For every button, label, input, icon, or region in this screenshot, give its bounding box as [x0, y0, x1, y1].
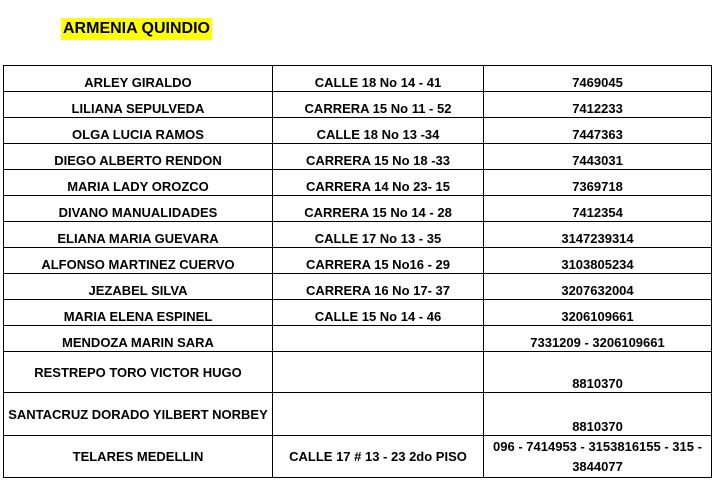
table-row [4, 352, 712, 393]
table-row [4, 92, 712, 118]
table-row [4, 144, 712, 170]
contact-name: TELARES MEDELLIN [4, 436, 273, 478]
contact-table [3, 65, 712, 478]
contact-name: RESTREPO TORO VICTOR HUGO [4, 352, 273, 393]
page-title: ARMENIA QUINDIO [61, 18, 212, 40]
table-row [4, 170, 712, 196]
contact-phone: 7447363 [484, 118, 712, 144]
contact-phone: 8810370 [484, 393, 712, 436]
contact-address: CALLE 15 No 14 - 46 [273, 300, 484, 326]
contact-name: LILIANA SEPULVEDA [4, 92, 273, 118]
contact-address: CALLE 17 No 13 - 35 [273, 222, 484, 248]
contact-address: CARRERA 15 No 14 - 28 [273, 196, 484, 222]
contact-name: ELIANA MARIA GUEVARA [4, 222, 273, 248]
contact-name: MENDOZA MARIN SARA [4, 326, 273, 352]
contact-name: MARIA ELENA ESPINEL [4, 300, 273, 326]
contact-name: SANTACRUZ DORADO YILBERT NORBEY [4, 393, 273, 436]
table-row [4, 196, 712, 222]
table-row [4, 436, 712, 478]
contact-address: CARRERA 15 No16 - 29 [273, 248, 484, 274]
contact-address [273, 393, 484, 436]
contact-phone: 3147239314 [484, 222, 712, 248]
contact-name: OLGA LUCIA RAMOS [4, 118, 273, 144]
contact-phone: 7369718 [484, 170, 712, 196]
contact-address: CARRERA 15 No 18 -33 [273, 144, 484, 170]
table-row [4, 66, 712, 92]
contact-name: DIVANO MANUALIDADES [4, 196, 273, 222]
contact-phone: 7412233 [484, 92, 712, 118]
contact-phone: 3103805234 [484, 248, 712, 274]
contact-phone: 7443031 [484, 144, 712, 170]
contact-name: JEZABEL SILVA [4, 274, 273, 300]
table-row [4, 274, 712, 300]
contact-phone: 8810370 [484, 352, 712, 393]
contact-phone: 7469045 [484, 66, 712, 92]
contact-name: ALFONSO MARTINEZ CUERVO [4, 248, 273, 274]
contact-address [273, 326, 484, 352]
contact-address: CARRERA 14 No 23- 15 [273, 170, 484, 196]
table-row [4, 222, 712, 248]
contact-phone: 3206109661 [484, 300, 712, 326]
contact-phone: 096 - 7414953 - 3153816155 - 315 - 3844077 [484, 436, 712, 478]
table-row [4, 300, 712, 326]
contact-address: CARRERA 16 No 17- 37 [273, 274, 484, 300]
contact-address [273, 352, 484, 393]
contact-address: CARRERA 15 No 11 - 52 [273, 92, 484, 118]
contact-name: DIEGO ALBERTO RENDON [4, 144, 273, 170]
contact-phone: 7331209 - 3206109661 [484, 326, 712, 352]
contact-address: CALLE 18 No 14 - 41 [273, 66, 484, 92]
contact-address: CALLE 18 No 13 -34 [273, 118, 484, 144]
table-row [4, 393, 712, 436]
table-row [4, 248, 712, 274]
contact-phone: 7412354 [484, 196, 712, 222]
contact-phone: 3207632004 [484, 274, 712, 300]
contact-address: CALLE 17 # 13 - 23 2do PISO [273, 436, 484, 478]
contact-name: MARIA LADY OROZCO [4, 170, 273, 196]
table-row [4, 118, 712, 144]
contact-name: ARLEY GIRALDO [4, 66, 273, 92]
table-row [4, 326, 712, 352]
